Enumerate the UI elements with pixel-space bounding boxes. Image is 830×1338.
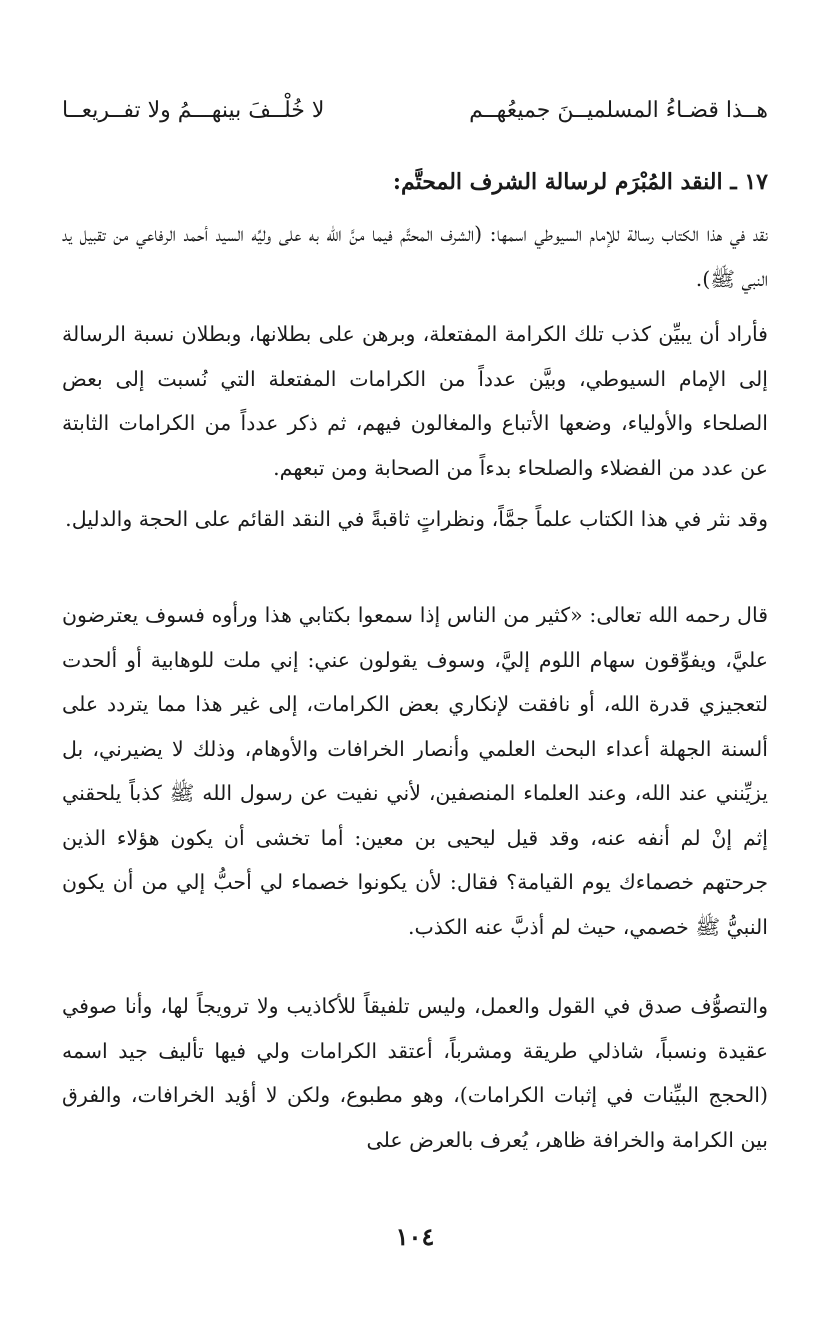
paragraph-4: قال رحمه الله تعالى: «كثير من الناس إذا سمعوا بكتابي هذا ورأوه فسوف يعترضون عليَّ، ويفوِّقون سهام اللوم إليَّ، وسوف يقولون عني: إني ملت للوهابية أو ألحدت لتعجيزي قدرة الله، أو نافقت لإنكاري بعض الكرامات، إلى غير هذا مما يتردد على ألسنة الجهلة أعداء البحث العلمي وأنصار الخرافات والأوهام، وذلك لا يضيرني، بل يزيِّنني عند الله، وعند العلماء المنصفين، لأني نفيت عن رسول الله ﷺ كذباً يلحقني إثم إنْ لم أنفه عنه، وقد قيل ليحيى بن معين: أما تخشى أن يكون هؤلاء الذين جرحتهم خصماءك يوم القيامة؟ فقال: لأن يكونوا خصماء لي أحبُّ إلي من أن يكون النبيُّ ﷺ خصمي، حيث لم أذبَّ عنه الكذب. xyxy=(62,603,768,939)
poem-verse xyxy=(62,88,768,132)
paragraph-1: نقد في هذا الكتاب رسالة للإمام السيوطي اسمها: (الشرف المحتَّم فيما منَّ الله به على وليِّه السيد أحمد الرفاعي من تقبيل يد النبي ﷺ). xyxy=(62,222,768,291)
paragraph-3: وقد نثر في هذا الكتاب علماً جمَّاً، ونظراتٍ ثاقبةً في النقد القائم على الحجة والدليل. xyxy=(65,507,768,531)
book-page xyxy=(62,0,768,1338)
page-number: ١٠٤ xyxy=(395,1222,435,1251)
verse-second-hemistich: لا خُلْــفَ بينهـــمُ ولا تفــريعــا xyxy=(62,97,325,123)
section-heading: ١٧ ـ النقد المُبْرَم لرسالة الشرف المحتَّم: xyxy=(392,169,768,195)
paragraph-2: فأراد أن يبيِّن كذب تلك الكرامة المفتعلة، وبرهن على بطلانها، وبطلان نسبة الرسالة إلى الإمام السيوطي، وبيَّن عدداً من الكرامات المفتعلة التي نُسبت إلى بعض الصلحاء والأولياء، وضعها الأتباع والمغالون فيهم، ثم ذكر عدداً من الكرامات الثابتة عن عدد من الفضلاء والصلحاء بدءاً من الصحابة ومن تبعهم. xyxy=(62,322,768,480)
verse-first-hemistich: هــذا قضـاءُ المسلميــنَ جميعُهــم xyxy=(469,97,768,123)
paragraph-5: والتصوُّف صدق في القول والعمل، وليس تلفيقاً للأكاذيب ولا ترويجاً لها، وأنا صوفي عقيدة ونسباً، شاذلي طريقة ومشرباً، أعتقد الكرامات ولي فيها تأليف جيد اسمه (الحجج البيِّنات في إثبات الكرامات)، وهو مطبوع، ولكن لا أؤيد الخرافات، والفرق بين الكرامة والخرافة ظاهر، يُعرف بالعرض على xyxy=(62,994,768,1152)
